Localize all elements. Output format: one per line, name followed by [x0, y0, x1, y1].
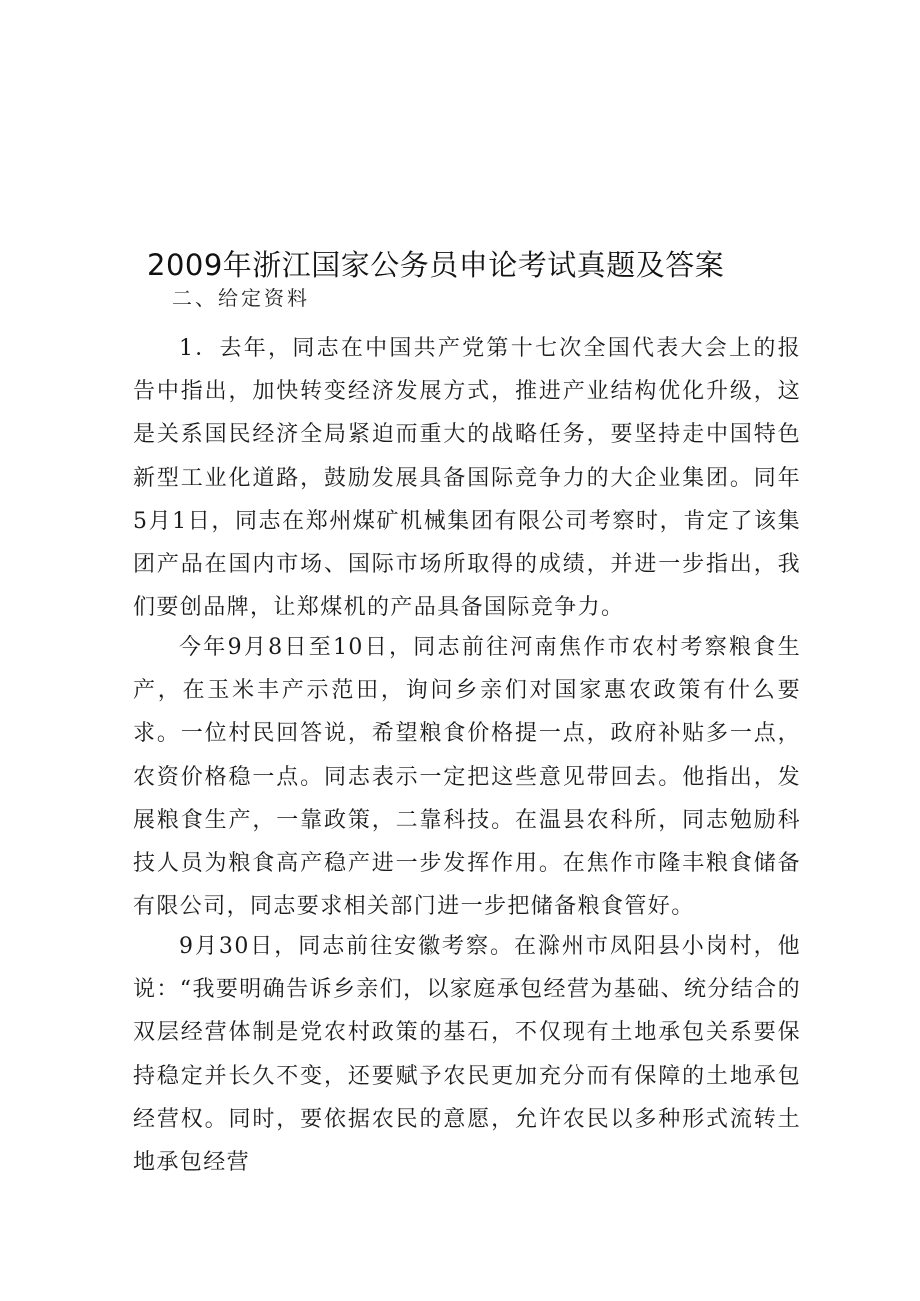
paragraph-3: 9月30日，同志前往安徽考察。在滁州市凤阳县小岗村，他说：“我要明确告诉乡亲们，以家庭承包经营为基础、统分结合的双层经营体制是党农村政策的基石，不仅现有土地承包关系要保持稳定并长久不变，还要赋予农民更加充分而有保障的土地承包经营权。同时，要依据农民的意愿，允许农民以多种形式流转土地承包经营: [133, 934, 801, 1176]
paragraph-1: 1．去年，同志在中国共产党第十七次全国代表大会上的报告中指出，加快转变经济发展方式，推进产业结构优化升级，这是关系国民经济全局紧迫而重大的战略任务，要坚持走中国特色新型工业化道路，鼓励发展具备国际竞争力的大企业集团。同年5月1日，同志在郑州煤矿机械集团有限公司考察时，肯定了该集团产品在国内市场、国际市场所取得的成绩，并进一步指出，我们要创品牌，让郑煤机的产品具备国际竞争力。: [133, 336, 801, 621]
paragraph-2: 今年9月8日至10日，同志前往河南焦作市农村考察粮食生产，在玉米丰产示范田，询问乡亲们对国家惠农政策有什么要求。一位村民回答说，希望粮食价格提一点，政府补贴多一点，农资价格稳一点。同志表示一定把这些意见带回去。他指出，发展粮食生产，一靠政策，二靠科技。在温县农科所，同志勉励科技人员为粮食高产稳产进一步发挥作用。在焦作市隆丰粮食储备有限公司，同志要求相关部门进一步把储备粮食管好。: [133, 635, 801, 920]
document-title: 2009年浙江国家公务员申论考试真题及答案: [147, 248, 725, 283]
section-heading: 二、给定资料: [172, 286, 310, 310]
